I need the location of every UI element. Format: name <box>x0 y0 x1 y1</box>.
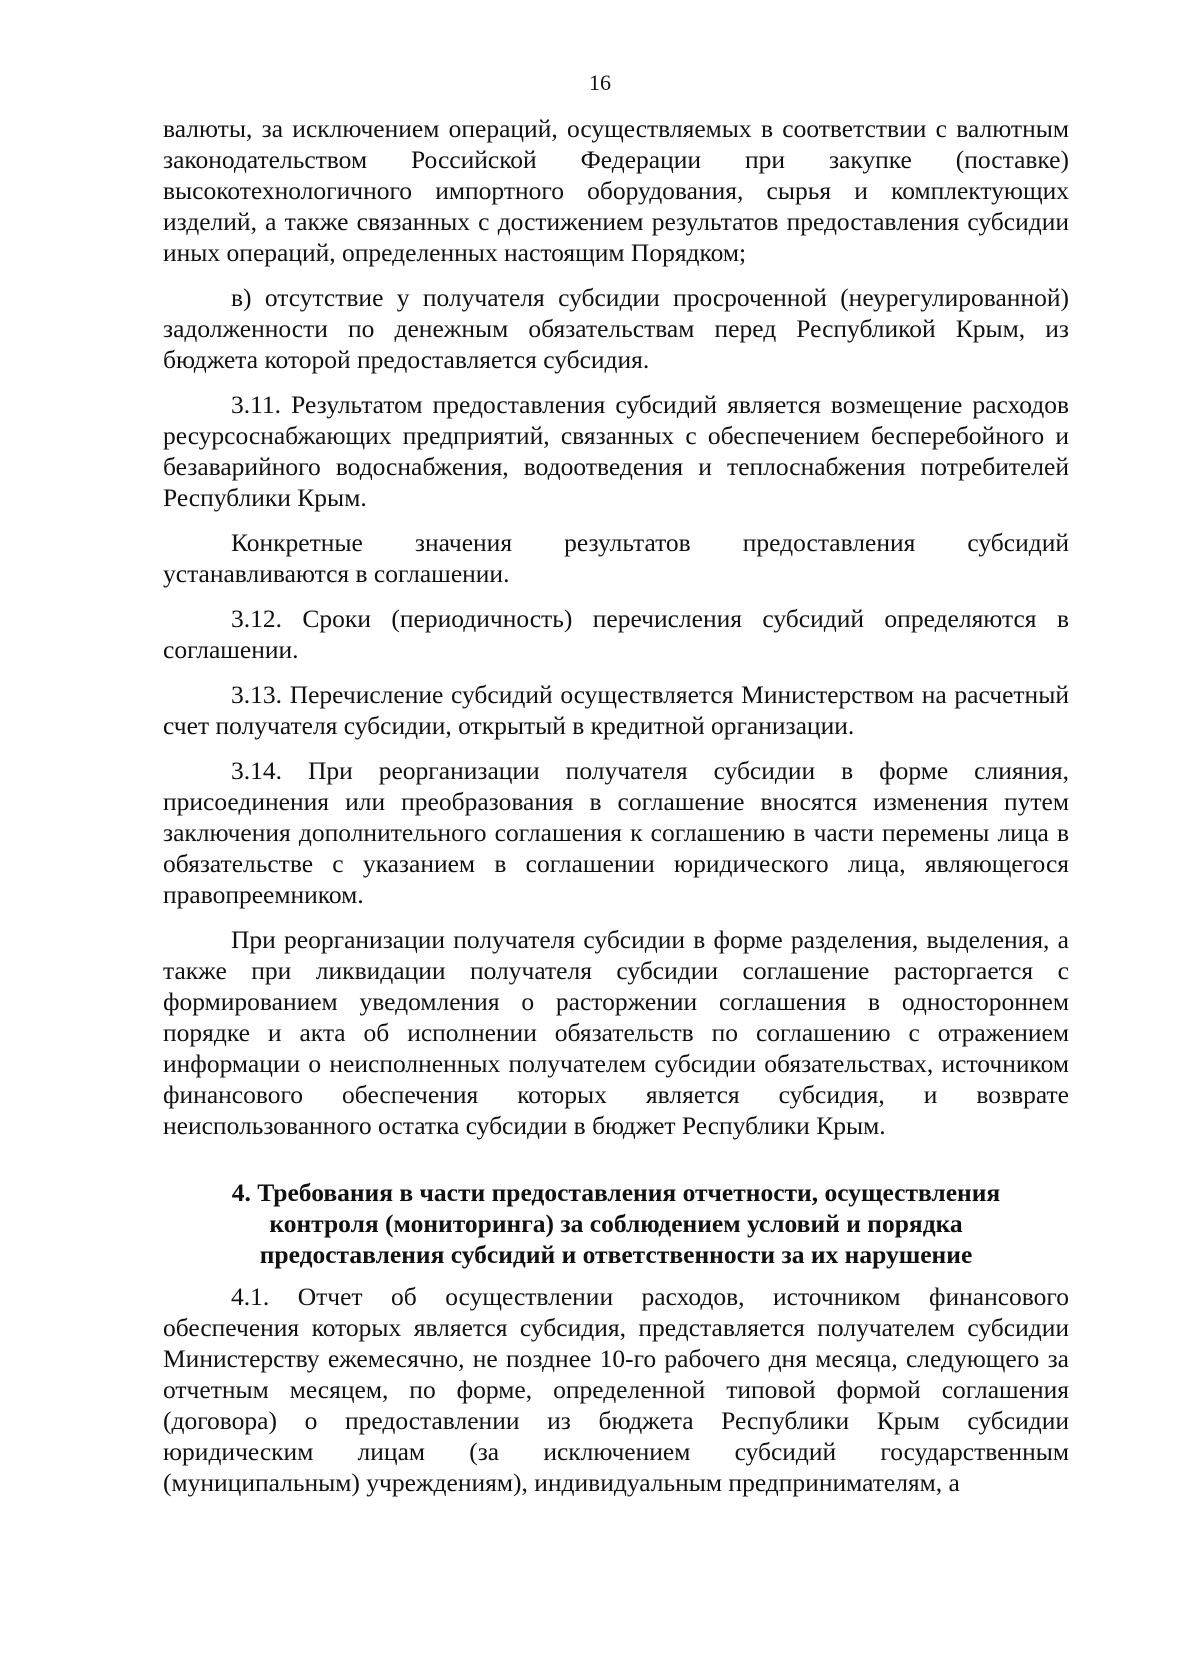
paragraph-reorganization: При реорганизации получателя субсидии в форме разделения, выделения, а также при ликвидации получателя субсидии соглашение расторгается с формированием уведомления о расторжении соглашения в одностороннем порядке и акта об исполнении обязательств по соглашению с отражением информации о неисполненных получателем субсидии обязательствах, источником финансового обеспечения которых является субсидия, и возврате неиспользованного остатка субсидии в бюджет Республики Крым. <box>163 925 1069 1140</box>
section-4-heading <box>163 1177 1069 1270</box>
section-heading-line-1: 4. Требования в части предоставления отчетности, осуществления <box>231 1178 1001 1207</box>
paragraph-3-14: 3.14. При реорганизации получателя субсидии в форме слияния, присоединения или преобразования в соглашение вносятся изменения путем заключения дополнительного соглашения к соглашению в части перемены лица в обязательстве с указанием в соглашении юридического лица, являющегося правопреемником. <box>163 756 1069 909</box>
paragraph-4-1: 4.1. Отчет об осуществлении расходов, источником финансового обеспечения которых является субсидия, представляется получателем субсидии Министерству ежемесячно, не позднее 10-го рабочего дня месяца, следующего за отчетным месяцем, по форме, определенной типовой формой соглашения (договора) о предоставлении из бюджета Республики Крым субсидии юридическим лицам (за исключением субсидий государственным (муниципальным) учреждениям), индивидуальным предпринимателям, а <box>163 1282 1069 1497</box>
page-number: 16 <box>589 70 611 95</box>
paragraph-3-11: 3.11. Результатом предоставления субсидий является возмещение расходов ресурсоснабжающих предприятий, связанных с обеспечением бесперебойного и безаварийного водоснабжения, водоотведения и теплоснабжения потребителей Республики Крым. <box>163 390 1069 512</box>
paragraph-result-values: Конкретные значения результатов предоставления субсидий устанавливаются в соглашении. <box>163 528 1069 588</box>
section-heading-line-3: предоставления субсидий и ответственности за их нарушение <box>259 1240 973 1269</box>
paragraph-3-13: 3.13. Перечисление субсидий осуществляется Министерством на расчетный счет получателя субсидии, открытый в кредитной организации. <box>163 680 1069 740</box>
paragraph-item-v: в) отсутствие у получателя субсидии просроченной (неурегулированной) задолженности по денежным обязательствам перед Республикой Крым, из бюджета которой предоставляется субсидия. <box>163 283 1069 374</box>
section-heading-line-2: контроля (мониторинга) за соблюдением условий и порядка <box>269 1209 963 1238</box>
document-body <box>163 113 1069 1498</box>
paragraph-continuation: валюты, за исключением операций, осуществляемых в соответствии с валютным законодательством Российской Федерации при закупке (поставке) высокотехнологичного импортного оборудования, сырья и комплектующих изделий, а также связанных с достижением результатов предоставления субсидии иных операций, определенных настоящим Порядком; <box>163 114 1069 267</box>
paragraph-3-12: 3.12. Сроки (периодичность) перечисления субсидий определяются в соглашении. <box>163 604 1069 664</box>
